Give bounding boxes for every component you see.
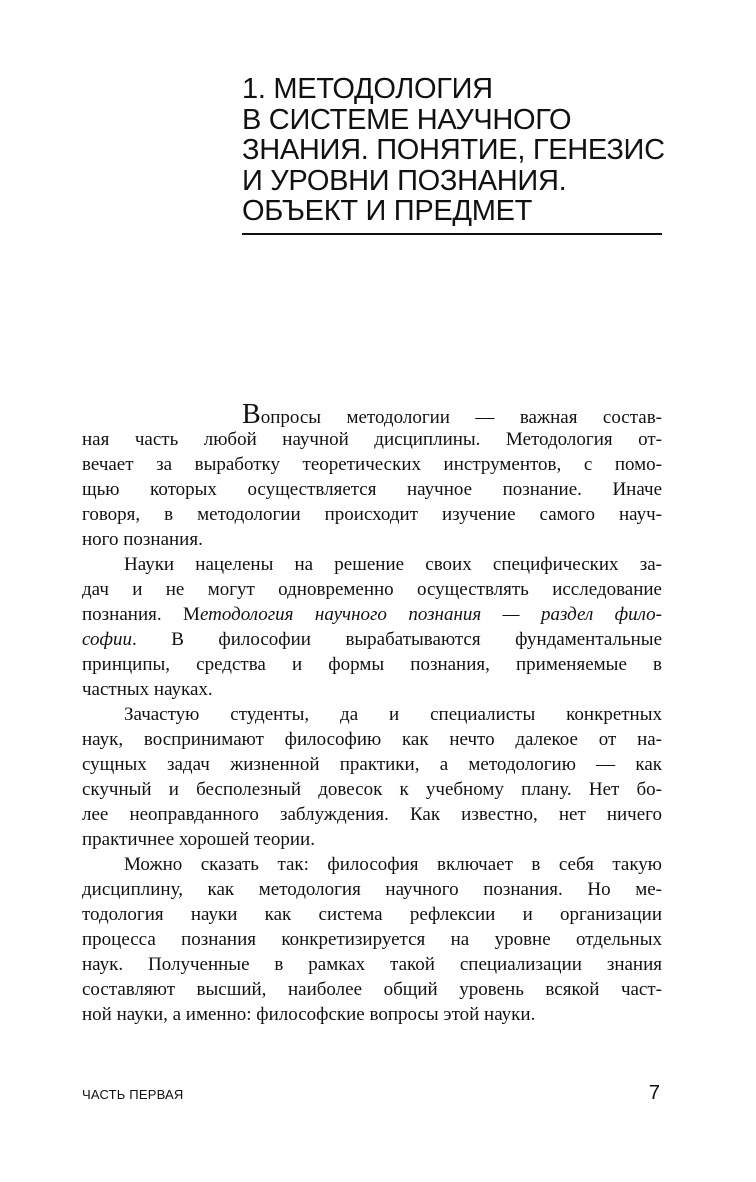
paragraph-4 [82, 852, 662, 1027]
chapter-title-line: И УРОВНИ ПОЗНАНИЯ. [242, 164, 567, 197]
chapter-title-line: ОБЪЕКТ И ПРЕДМЕТ [242, 195, 533, 227]
text-line: Можно сказать так: философия включает в себя такую [124, 854, 662, 875]
paragraph-3 [82, 702, 662, 852]
text-line: познания. Методология научного познания — раздел фило- [82, 604, 662, 625]
text-line: наук, воспринимают философию как нечто далекое от на- [82, 729, 662, 750]
text-line: скучный и бесполезный довесок к учебному плану. Нет бо- [82, 779, 662, 800]
text-line: сущных задач жизненной практики, а методологию — как [82, 754, 662, 775]
text-line: дач и не могут одновременно осуществлять исследование [82, 579, 662, 600]
text-line: наук. Полученные в рамках такой специализации знания [82, 954, 662, 975]
text-line: дисциплину, как методология научного познания. Но ме- [82, 879, 662, 900]
text-line: софии. В философии вырабатываются фундаментальные [82, 629, 662, 650]
text-line: ного познания. [82, 529, 203, 550]
text-line: говоря, в методологии происходит изучение самого науч- [82, 504, 662, 525]
text-line: составляют высший, наиболее общий уровень всякой част- [82, 979, 662, 1000]
paragraph-1 [82, 399, 662, 552]
text-line: частных науках. [82, 679, 213, 700]
text-line: Зачастую студенты, да и специалисты конкретных [124, 704, 662, 725]
chapter-title-line: 1. МЕТОДОЛОГИЯ [242, 73, 493, 105]
chapter-title-line: ЗНАНИЯ. ПОНЯТИЕ, ГЕНЕЗИС [242, 134, 665, 166]
text-line: принципы, средства и формы познания, применяемые в [82, 654, 662, 675]
body-text [82, 399, 662, 1027]
text-line: Науки нацелены на решение своих специфических за- [124, 554, 662, 575]
title-divider [242, 233, 662, 235]
text-line: тодология науки как система рефлексии и организации [82, 904, 662, 925]
running-footer-section: ЧАСТЬ ПЕРВАЯ [82, 1087, 184, 1102]
italic-definition: етодология научного познания — раздел фило- [199, 604, 662, 625]
chapter-title-line: В СИСТЕМЕ НАУЧНОГО [242, 103, 572, 136]
chapter-title [242, 73, 665, 227]
text-line: вечает за выработку теоретических инструментов, с помо- [82, 454, 662, 475]
italic-definition: софии [82, 629, 132, 650]
drop-cap: В [242, 399, 261, 430]
paragraph-2 [82, 552, 662, 702]
text-line: щью которых осуществляется научное познание. Иначе [82, 479, 662, 500]
text-line: ная часть любой научной дисциплины. Методология от- [82, 429, 662, 450]
page-number: 7 [648, 1082, 660, 1104]
text-line: Вопросы методологии — важная состав- [242, 399, 662, 430]
text-line: ной науки, а именно: философские вопросы этой науки. [82, 1004, 536, 1025]
text-line: процесса познания конкретизируется на уровне отдельных [82, 929, 662, 950]
text-line: лее неоправданного заблуждения. Как известно, нет ничего [82, 804, 662, 825]
text-line: практичнее хорошей теории. [82, 829, 315, 850]
